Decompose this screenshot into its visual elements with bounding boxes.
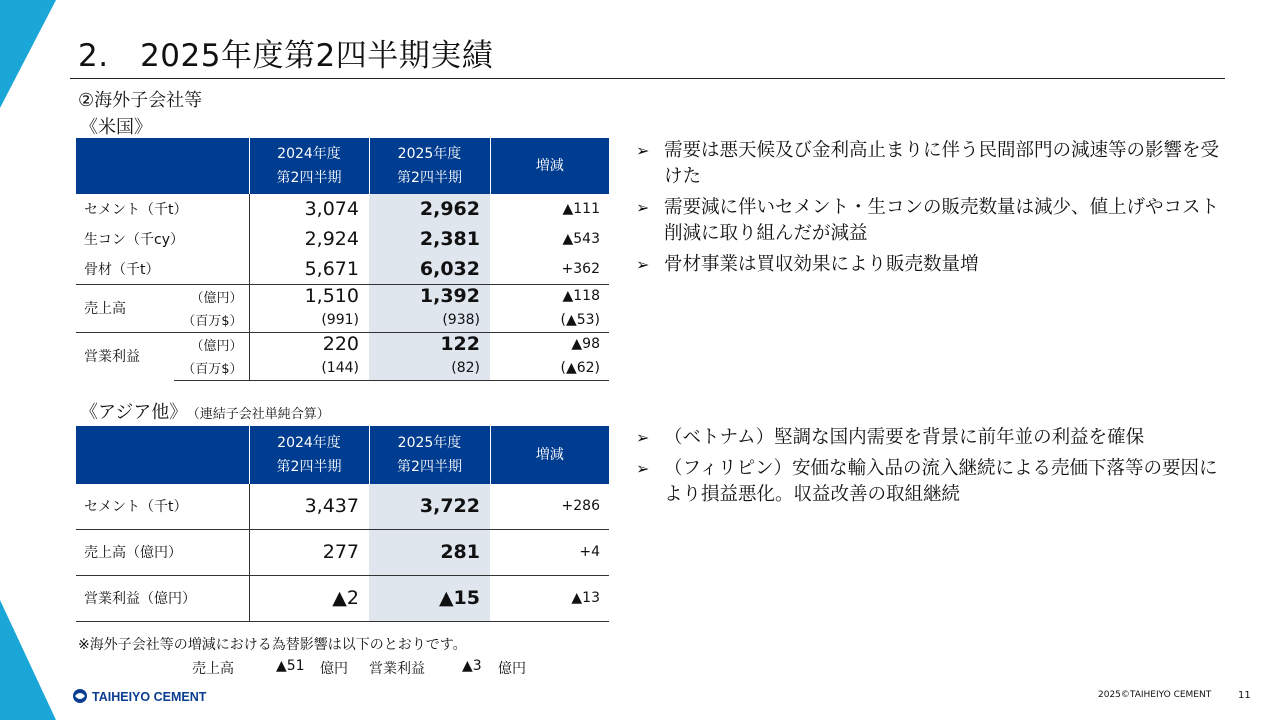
value-2025: 1,392: [369, 284, 490, 308]
value-change: ▲111: [562, 201, 600, 217]
asia-section-label: 《アジア他》 （連結子会社単純合算）: [80, 402, 330, 423]
header-change: 増減: [490, 426, 609, 484]
value-change: +362: [561, 260, 600, 277]
us-bullet-list: [636, 138, 1236, 283]
asia-results-table: [76, 426, 609, 622]
value-2024: ▲2: [249, 575, 369, 621]
fx-sales-label: 売上高: [192, 661, 234, 677]
row-label: 骨材（千t）: [84, 261, 160, 278]
page-number: 11: [1238, 690, 1251, 701]
list-item: ➢ （フィリピン）安価な輸入品の流入継続による売価下落等の要因により損益悪化。収益改善の取組継続: [636, 458, 1218, 505]
row-label: 売上高（億円）: [76, 529, 249, 575]
header-2024: 2024年度 第2四半期: [249, 426, 369, 484]
header-change: 増減: [490, 138, 609, 194]
value-2025: 2,962: [369, 194, 490, 224]
value-2025: 6,032: [369, 254, 490, 284]
value-change: ▲13: [490, 575, 609, 621]
arrow-bullet-icon: ➢: [636, 255, 650, 274]
value-change-usd: (▲53): [560, 311, 600, 328]
value-2024: 220: [249, 332, 369, 356]
asia-bullet-list: [636, 425, 1236, 513]
us-results-table: [76, 138, 609, 381]
fx-op-unit: 億円: [498, 661, 526, 677]
page-title: 2. 2025年度第2四半期実績: [78, 38, 494, 74]
value-change: +4: [490, 529, 609, 575]
value-2024: 3,437: [249, 484, 369, 529]
fx-note: ※海外子会社等の増減における為替影響は以下のとおりです。: [78, 637, 467, 653]
table-row: [76, 284, 609, 308]
row-label: 売上高: [76, 284, 174, 332]
value-2024: 5,671: [249, 254, 369, 284]
row-label: 営業利益: [76, 332, 174, 380]
value-2024: 277: [249, 529, 369, 575]
value-2024: 3,074: [249, 194, 369, 224]
arrow-bullet-icon: ➢: [636, 198, 650, 217]
value-2025-usd: (938): [369, 308, 490, 332]
list-item: ➢ 需要減に伴いセメント・生コンの販売数量は減少、値上げやコスト削減に取り組んだが減益: [636, 197, 1220, 244]
fx-sales-value: ▲51: [276, 658, 305, 674]
list-item: ➢ （ベトナム）堅調な国内需要を背景に前年並の利益を確保: [636, 425, 1236, 451]
value-2025-usd: (82): [369, 356, 490, 380]
arrow-bullet-icon: ➢: [636, 141, 650, 160]
value-2024: 1,510: [249, 284, 369, 308]
row-label: 生コン（千cy）: [84, 232, 184, 248]
row-label: セメント（千t）: [84, 202, 188, 218]
value-2025: ▲15: [369, 575, 490, 621]
fx-op-value: ▲3: [462, 658, 482, 674]
value-2025: 281: [369, 529, 490, 575]
value-2024-usd: (991): [249, 308, 369, 332]
value-2025: 2,381: [369, 224, 490, 254]
row-label: 営業利益（億円）: [76, 575, 249, 621]
header-2024: 2024年度 第2四半期: [249, 138, 369, 194]
header-2025: 2025年度 第2四半期: [369, 426, 490, 484]
value-change: ▲543: [562, 231, 600, 247]
fx-sales-unit: 億円: [320, 661, 348, 677]
value-2025: 3,722: [369, 484, 490, 529]
value-2024: 2,924: [249, 224, 369, 254]
us-section-label: 《米国》: [80, 117, 152, 138]
header-blank: [76, 426, 249, 484]
corner-decoration-bottom: [0, 600, 60, 720]
unit-label: （億円）: [174, 332, 249, 356]
value-2025: 122: [369, 332, 490, 356]
table-row: [76, 254, 609, 284]
value-change: ▲118: [490, 284, 609, 308]
header-2025: 2025年度 第2四半期: [369, 138, 490, 194]
section-subtitle: ②海外子会社等: [78, 90, 203, 111]
unit-label: （億円）: [174, 284, 249, 308]
table-row: [76, 332, 609, 356]
copyright-text: 2025©TAIHEIYO CEMENT: [1098, 690, 1212, 700]
value-2024-usd: (144): [249, 356, 369, 380]
unit-label: （百万$）: [174, 356, 249, 380]
row-label: セメント（千t）: [84, 499, 188, 516]
unit-label: （百万$）: [182, 314, 243, 330]
arrow-bullet-icon: ➢: [636, 428, 650, 447]
table-row: [76, 575, 609, 621]
list-item: ➢ 需要は悪天候及び金利高止まりに伴う民間部門の減速等の影響を受けた: [636, 140, 1220, 187]
table-row: [76, 194, 609, 224]
company-logo: [72, 687, 232, 705]
svg-text:TAIHEIYO CEMENT: TAIHEIYO CEMENT: [92, 690, 207, 704]
value-change: ▲98: [490, 332, 609, 356]
value-change-usd: (▲62): [490, 356, 609, 380]
list-item: ➢ 骨材事業は買収効果により販売数量増: [636, 252, 1236, 278]
table-row: [76, 529, 609, 575]
arrow-bullet-icon: ➢: [636, 459, 650, 478]
table-row: [76, 484, 609, 529]
header-blank: [76, 138, 249, 194]
title-divider: [70, 78, 1225, 79]
corner-decoration-top: [0, 0, 60, 110]
table-row: [76, 224, 609, 254]
value-change: +286: [561, 498, 600, 515]
fx-op-label: 営業利益: [369, 661, 425, 677]
